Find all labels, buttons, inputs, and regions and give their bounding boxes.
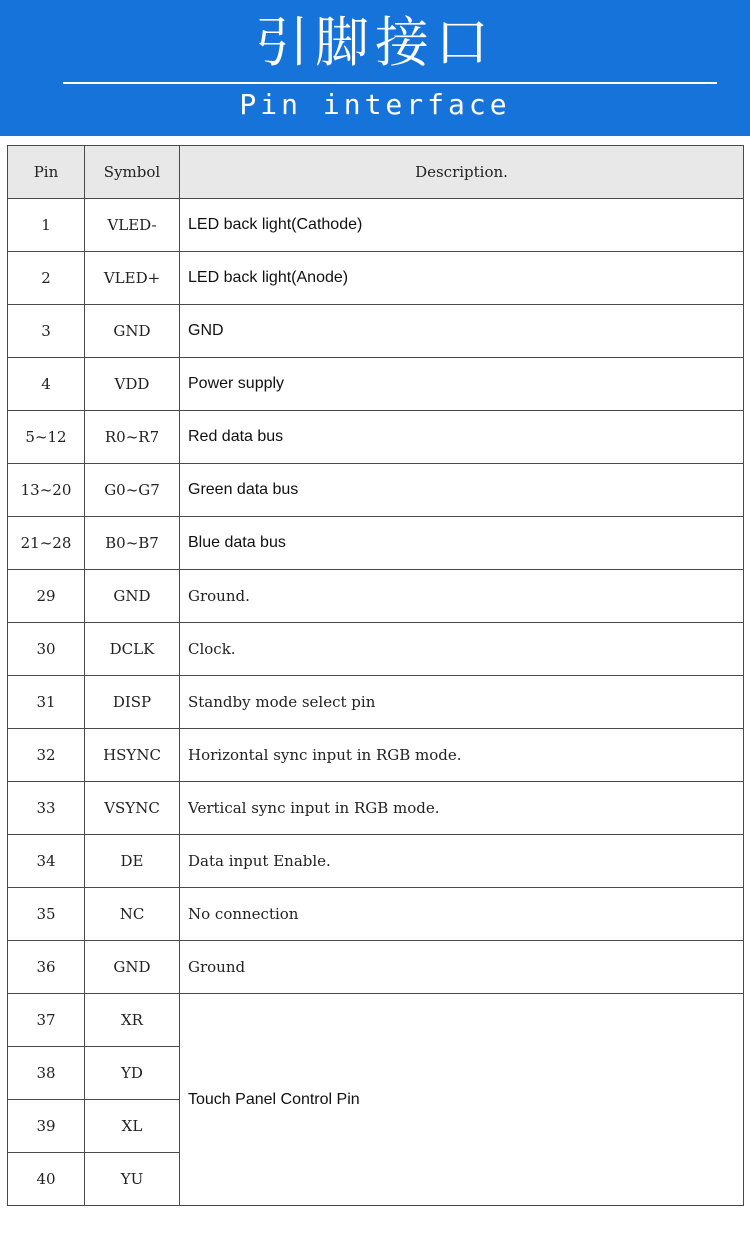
table-row bbox=[8, 835, 744, 888]
symbol-cell: G0~G7 bbox=[85, 464, 180, 517]
table-row bbox=[8, 464, 744, 517]
description-cell: Clock. bbox=[180, 623, 744, 676]
column-header-symbol: Symbol bbox=[85, 146, 180, 199]
title-divider bbox=[63, 82, 717, 84]
table-row bbox=[8, 888, 744, 941]
pin-cell: 36 bbox=[8, 941, 85, 994]
column-header-description: Description. bbox=[180, 146, 744, 199]
symbol-cell: DISP bbox=[85, 676, 180, 729]
pin-cell: 31 bbox=[8, 676, 85, 729]
pin-cell: 29 bbox=[8, 570, 85, 623]
header-banner bbox=[0, 0, 750, 136]
pin-cell: 1 bbox=[8, 199, 85, 252]
symbol-cell: HSYNC bbox=[85, 729, 180, 782]
description-cell: Red data bus bbox=[180, 411, 744, 464]
symbol-cell: XR bbox=[85, 994, 180, 1047]
description-cell: Touch Panel Control Pin bbox=[180, 994, 744, 1206]
pin-cell: 4 bbox=[8, 358, 85, 411]
table-row bbox=[8, 676, 744, 729]
pin-cell: 30 bbox=[8, 623, 85, 676]
description-cell: Data input Enable. bbox=[180, 835, 744, 888]
table-row bbox=[8, 623, 744, 676]
table-row bbox=[8, 570, 744, 623]
description-cell: Ground bbox=[180, 941, 744, 994]
pin-cell: 3 bbox=[8, 305, 85, 358]
symbol-cell: GND bbox=[85, 941, 180, 994]
symbol-cell: GND bbox=[85, 570, 180, 623]
pin-cell: 34 bbox=[8, 835, 85, 888]
symbol-cell: GND bbox=[85, 305, 180, 358]
pin-cell: 35 bbox=[8, 888, 85, 941]
description-cell: LED back light(Anode) bbox=[180, 252, 744, 305]
page-subtitle: Pin interface bbox=[239, 88, 511, 121]
symbol-cell: DE bbox=[85, 835, 180, 888]
page-title: 引脚接口 bbox=[255, 11, 495, 74]
pin-cell: 39 bbox=[8, 1100, 85, 1153]
symbol-cell: XL bbox=[85, 1100, 180, 1153]
table-row bbox=[8, 358, 744, 411]
pin-cell: 40 bbox=[8, 1153, 85, 1206]
pin-cell: 37 bbox=[8, 994, 85, 1047]
table-row bbox=[8, 941, 744, 994]
pin-cell: 38 bbox=[8, 1047, 85, 1100]
symbol-cell: VLED- bbox=[85, 199, 180, 252]
symbol-cell: VDD bbox=[85, 358, 180, 411]
table-row bbox=[8, 994, 744, 1047]
pin-cell: 32 bbox=[8, 729, 85, 782]
table-row bbox=[8, 782, 744, 835]
description-cell: Horizontal sync input in RGB mode. bbox=[180, 729, 744, 782]
symbol-cell: VSYNC bbox=[85, 782, 180, 835]
table-row bbox=[8, 729, 744, 782]
pin-cell: 33 bbox=[8, 782, 85, 835]
table-header-row bbox=[8, 146, 744, 199]
table-body bbox=[8, 199, 744, 1206]
description-cell: GND bbox=[180, 305, 744, 358]
description-cell: Ground. bbox=[180, 570, 744, 623]
symbol-cell: YD bbox=[85, 1047, 180, 1100]
description-cell: No connection bbox=[180, 888, 744, 941]
pin-table bbox=[7, 145, 744, 1206]
table-row bbox=[8, 252, 744, 305]
description-cell: Power supply bbox=[180, 358, 744, 411]
table-row bbox=[8, 305, 744, 358]
symbol-cell: VLED+ bbox=[85, 252, 180, 305]
description-cell: Standby mode select pin bbox=[180, 676, 744, 729]
symbol-cell: B0~B7 bbox=[85, 517, 180, 570]
description-cell: LED back light(Cathode) bbox=[180, 199, 744, 252]
description-cell: Green data bus bbox=[180, 464, 744, 517]
symbol-cell: DCLK bbox=[85, 623, 180, 676]
symbol-cell: YU bbox=[85, 1153, 180, 1206]
description-cell: Blue data bus bbox=[180, 517, 744, 570]
pin-cell: 13~20 bbox=[8, 464, 85, 517]
symbol-cell: R0~R7 bbox=[85, 411, 180, 464]
symbol-cell: NC bbox=[85, 888, 180, 941]
table-row bbox=[8, 517, 744, 570]
table-row bbox=[8, 199, 744, 252]
table-row bbox=[8, 411, 744, 464]
column-header-pin: Pin bbox=[8, 146, 85, 199]
description-cell: Vertical sync input in RGB mode. bbox=[180, 782, 744, 835]
pin-cell: 5~12 bbox=[8, 411, 85, 464]
pin-cell: 21~28 bbox=[8, 517, 85, 570]
pin-cell: 2 bbox=[8, 252, 85, 305]
